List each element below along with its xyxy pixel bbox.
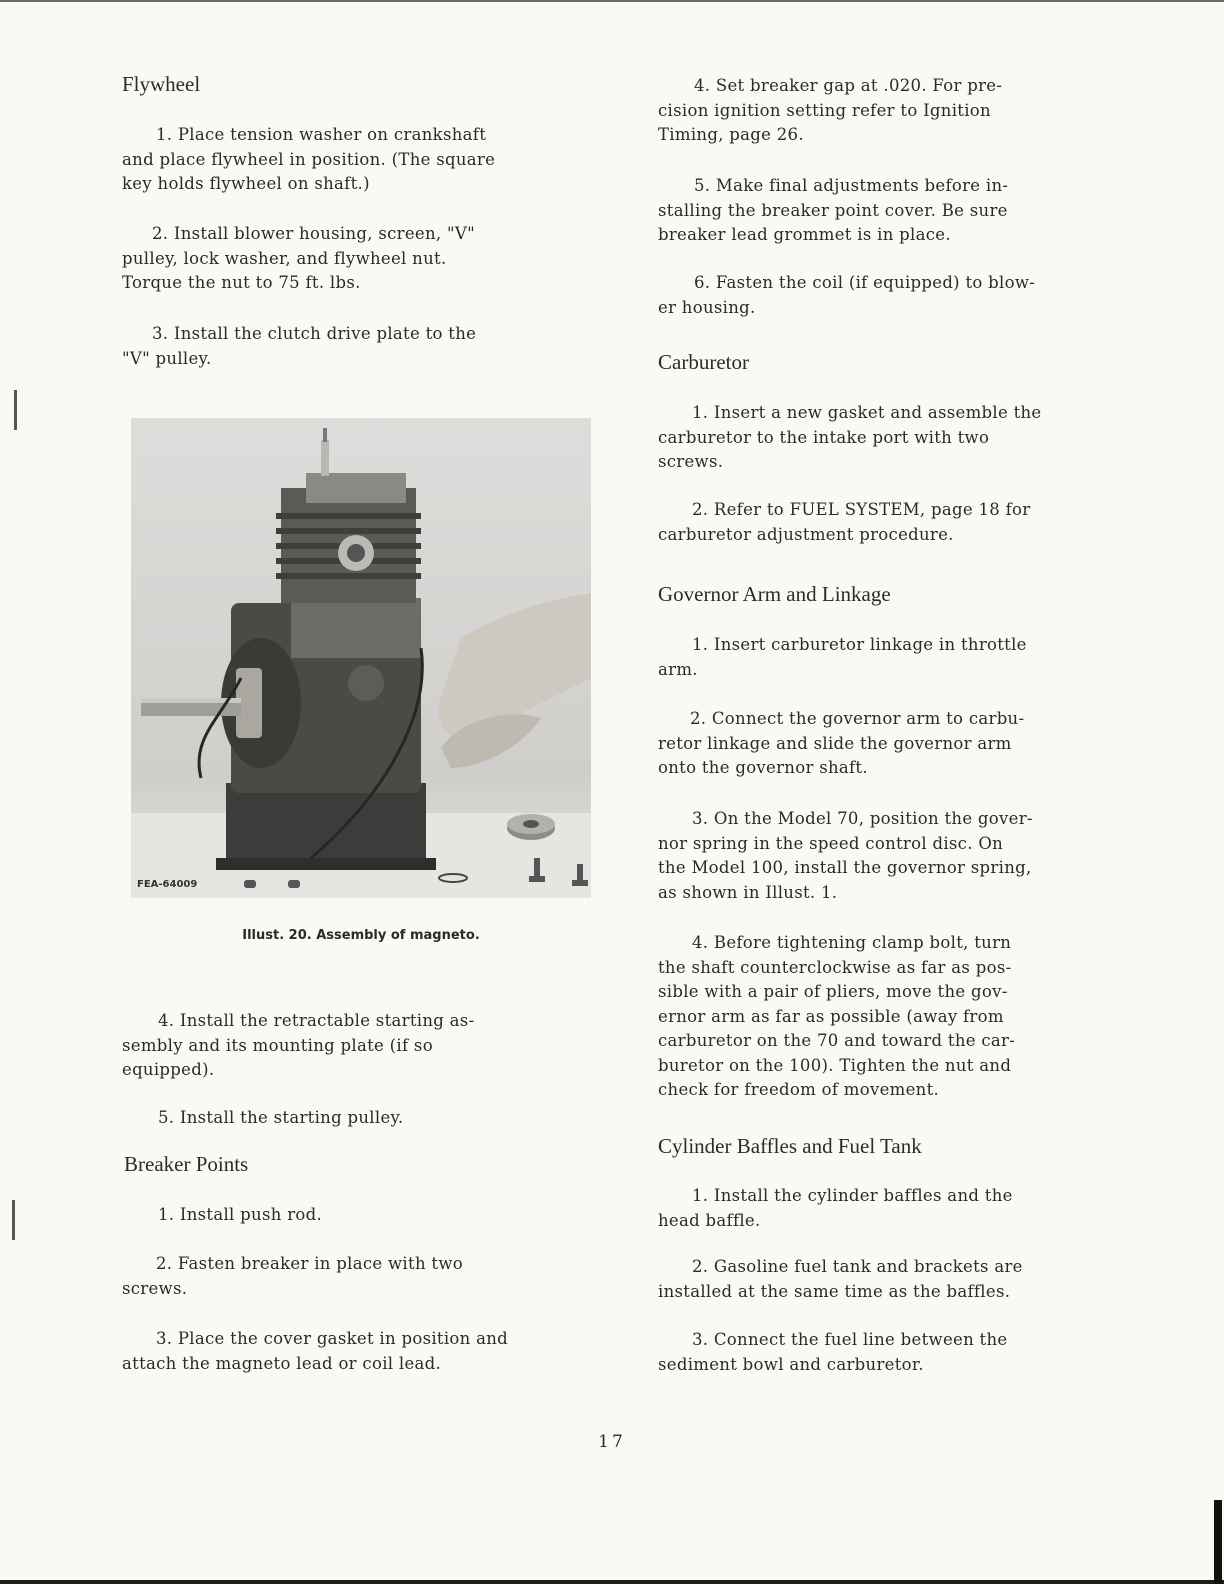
- baffles-step-1: 1. Install the cylinder baffles and the head baffle.: [658, 1186, 1013, 1230]
- heading-governor-arm: Governor Arm and Linkage: [658, 582, 891, 606]
- breaker-step-6: 6. Fasten the coil (if equipped) to blow- er housing.: [658, 273, 1036, 317]
- scan-top-edge: [0, 0, 1224, 2]
- scan-bottom-edge: [0, 1580, 1224, 1584]
- scan-margin-mark: [12, 1200, 15, 1240]
- governor-step-3: 3. On the Model 70, position the gover- nor spring in the speed control disc. On the Model 100, install the governor spring, as shown in Illust. 1.: [658, 809, 1033, 902]
- flywheel-step-2: 2. Install blower housing, screen, "V" pulley, lock washer, and flywheel nut. Torque the nut to 75 ft. lbs.: [122, 224, 476, 292]
- heading-flywheel: Flywheel: [122, 72, 201, 96]
- engine-magneto-photo: [131, 418, 591, 898]
- breaker-step-2: 2. Fasten breaker in place with two screws.: [122, 1254, 464, 1298]
- governor-step-1: 1. Insert carburetor linkage in throttle arm.: [658, 635, 1027, 679]
- scan-margin-mark: [14, 390, 17, 430]
- breaker-step-1: 1. Install push rod.: [158, 1205, 323, 1224]
- baffles-step-3: 3. Connect the fuel line between the sediment bowl and carburetor.: [658, 1330, 1008, 1374]
- figure-id-label: FEA-64009: [137, 879, 198, 890]
- heading-cylinder-baffles: Cylinder Baffles and Fuel Tank: [658, 1134, 922, 1158]
- flywheel-step-1: 1. Place tension washer on crankshaft and place flywheel in position. (The square key holds flywheel on shaft.): [122, 125, 496, 193]
- governor-step-4: 4. Before tightening clamp bolt, turn the shaft counterclockwise as far as pos- sible with a pair of pliers, move the gov- ernor arm as far as possible (away from carburetor on the 70 and toward the car- buretor on the 100). Tighten the nut and check for freedom of movement.: [658, 933, 1016, 1099]
- breaker-step-5: 5. Make final adjustments before in- stalling the breaker point cover. Be sure breaker lead grommet is in place.: [658, 176, 1009, 244]
- engine-illustration: [131, 418, 591, 898]
- governor-step-2: 2. Connect the governor arm to carbu- retor linkage and slide the governor arm onto the governor shaft.: [658, 709, 1025, 777]
- starting-step-4: 4. Install the retractable starting as- sembly and its mounting plate (if so equipped).: [122, 1011, 475, 1079]
- flywheel-step-3: 3. Install the clutch drive plate to the "V" pulley.: [122, 324, 477, 368]
- page-number: 17: [598, 1432, 626, 1452]
- scan-right-edge: [1214, 1500, 1222, 1584]
- carburetor-step-1: 1. Insert a new gasket and assemble the carburetor to the intake port with two screws.: [658, 403, 1042, 471]
- breaker-step-3: 3. Place the cover gasket in position and attach the magneto lead or coil lead.: [122, 1329, 509, 1373]
- heading-breaker-points: Breaker Points: [124, 1152, 249, 1176]
- breaker-step-4: 4. Set breaker gap at .020. For pre- cision ignition setting refer to Ignition Timing, page 26.: [658, 76, 1003, 144]
- heading-carburetor: Carburetor: [658, 350, 749, 374]
- baffles-step-2: 2. Gasoline fuel tank and brackets are installed at the same time as the baffles.: [658, 1257, 1023, 1301]
- figure-caption: Illust. 20. Assembly of magneto.: [242, 928, 480, 943]
- carburetor-step-2: 2. Refer to FUEL SYSTEM, page 18 for carburetor adjustment procedure.: [658, 500, 1031, 544]
- starting-step-5: 5. Install the starting pulley.: [158, 1108, 404, 1127]
